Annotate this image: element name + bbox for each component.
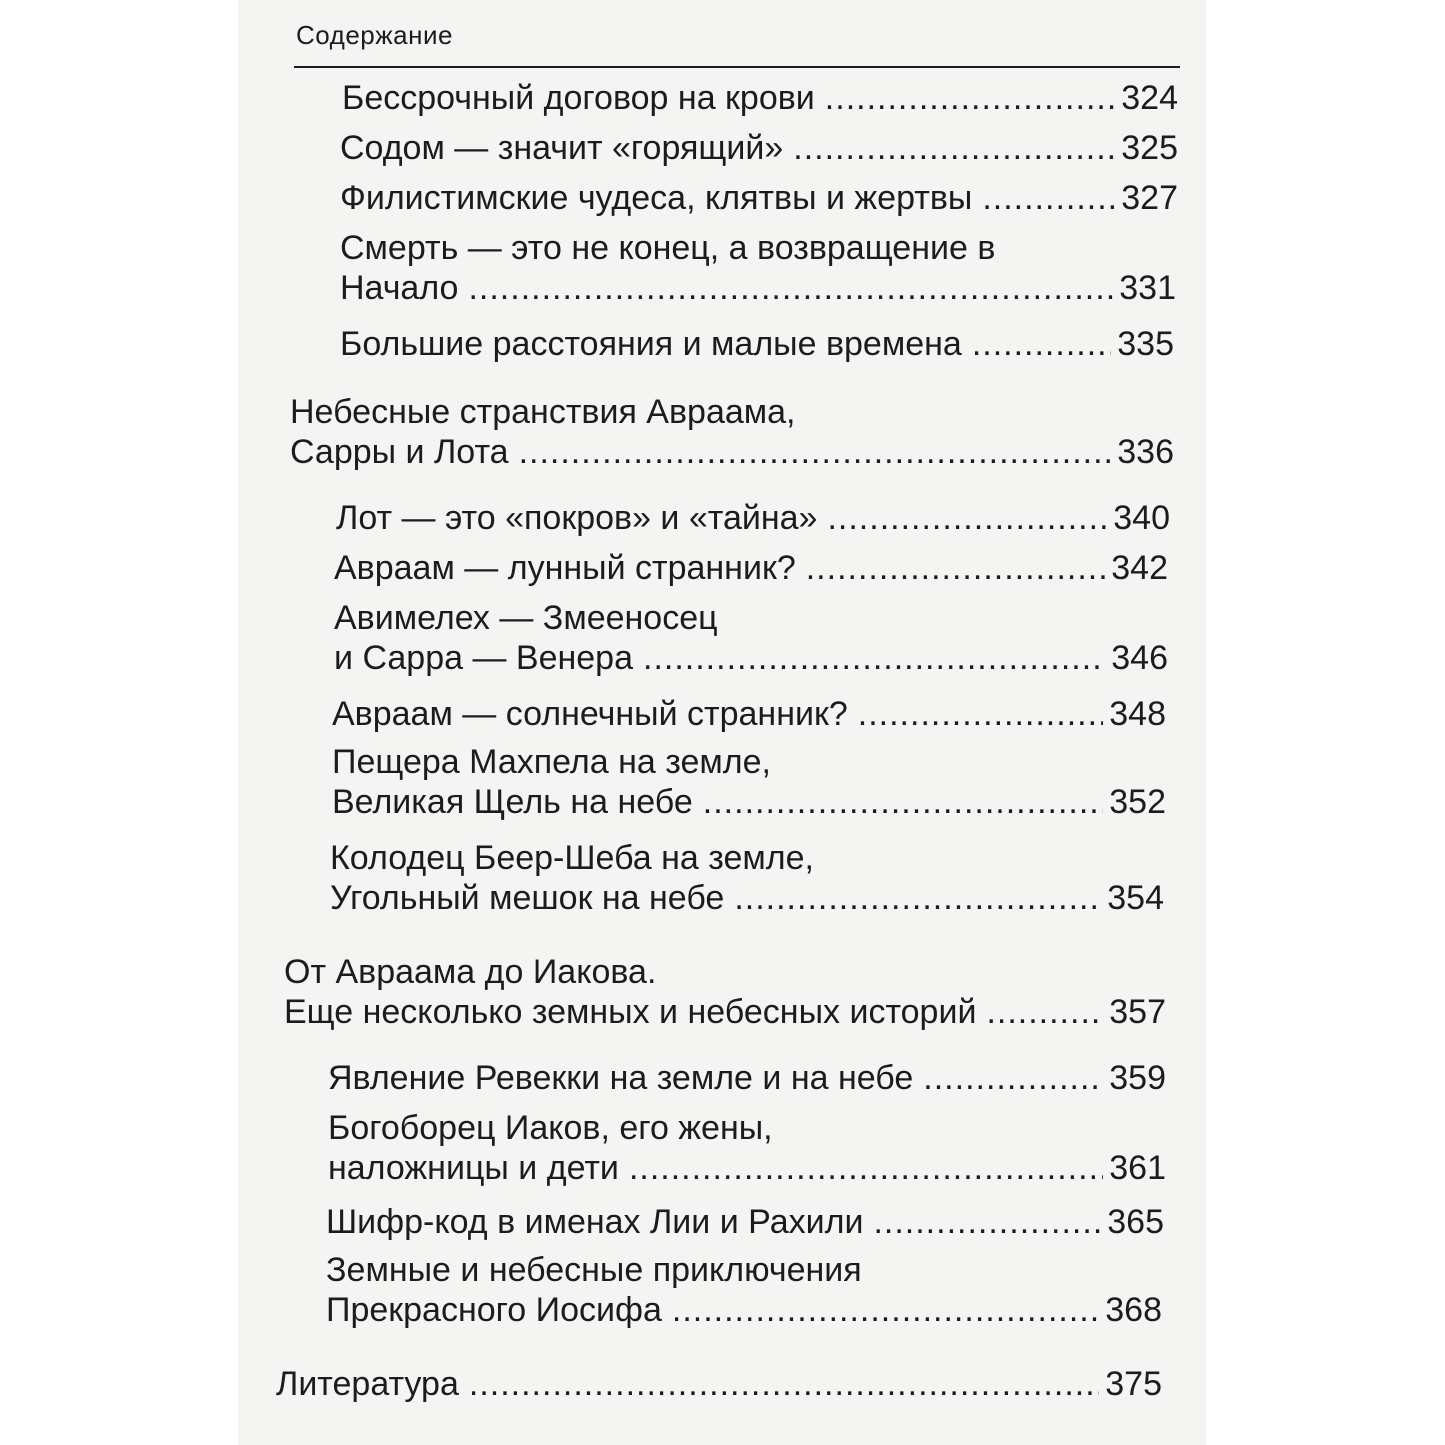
toc-page-number: 348 <box>1109 695 1166 733</box>
toc-entry-line <box>326 1202 1164 1242</box>
toc-entry-line <box>342 78 1178 118</box>
toc-page-number: 324 <box>1121 79 1178 117</box>
toc-page-number: 335 <box>1117 325 1174 363</box>
toc-entry-title: Бессрочный договор на крови <box>342 79 815 117</box>
toc-entry-line <box>340 324 1174 364</box>
toc-page-number: 331 <box>1119 269 1176 307</box>
toc-entry-line <box>276 1364 1162 1404</box>
toc-entry-line <box>340 228 1176 268</box>
toc-entry-line <box>330 838 1164 878</box>
toc-page-number: 357 <box>1109 993 1166 1031</box>
toc-entry <box>332 694 1166 734</box>
toc-entry <box>340 128 1178 168</box>
toc-leader-dots <box>972 324 1111 364</box>
toc-entry <box>340 324 1174 364</box>
running-head: Содержание <box>296 20 453 50</box>
toc-entry-line <box>284 952 1166 992</box>
toc-entry-title: Пещера Махпела на земле, <box>332 743 771 781</box>
toc-entry-title: Авраам — солнечный странник? <box>332 695 848 733</box>
toc-page-number: 354 <box>1107 879 1164 917</box>
toc-leader-dots <box>734 878 1101 918</box>
toc-entry <box>330 838 1164 918</box>
toc-entry-title: Филистимские чудеса, клятвы и жертвы <box>340 179 973 217</box>
toc-leader-dots <box>469 1364 1099 1404</box>
toc-entry <box>336 498 1170 538</box>
toc-entry-title: Великая Щель на небе <box>332 783 693 821</box>
toc-leader-dots <box>923 1058 1103 1098</box>
toc-entry <box>342 78 1178 118</box>
toc-page-number: 365 <box>1107 1203 1164 1241</box>
toc-entry-title: Прекрасного Иосифа <box>326 1291 662 1329</box>
toc-entry-title: Угольный мешок на небе <box>330 879 725 917</box>
toc-entry <box>276 1364 1162 1404</box>
toc-entry-line <box>334 598 1168 638</box>
toc-page-number: 325 <box>1121 129 1178 167</box>
toc-entry-title: Явление Ревекки на земле и на небе <box>328 1059 914 1097</box>
toc-entry-title: Начало <box>340 269 459 307</box>
toc-entry-line <box>326 1290 1162 1330</box>
toc-page-number: 352 <box>1109 783 1166 821</box>
toc-entry-title: Еще несколько земных и небесных историй <box>284 993 977 1031</box>
toc-leader-dots <box>986 992 1103 1032</box>
toc-page-number: 359 <box>1109 1059 1166 1097</box>
toc-entry-line <box>340 268 1176 308</box>
toc-leader-dots <box>468 268 1113 308</box>
toc-leader-dots <box>793 128 1115 168</box>
toc-entry-title: Смерть — это не конец, а возвращение в <box>340 229 996 267</box>
toc-entry <box>326 1250 1162 1330</box>
toc-leader-dots <box>858 694 1104 734</box>
toc-entry-line <box>332 742 1166 782</box>
toc-entry-line <box>332 694 1166 734</box>
toc-page-number: 346 <box>1111 639 1168 677</box>
toc-entry-line <box>340 178 1178 218</box>
toc-entry-line <box>336 498 1170 538</box>
toc-page-number: 336 <box>1117 433 1174 471</box>
toc-entry-title: Лот — это «покров» и «тайна» <box>336 499 818 537</box>
toc-leader-dots <box>982 178 1115 218</box>
toc-entry-title: и Сарра — Венера <box>334 639 633 677</box>
toc-entry <box>290 392 1174 472</box>
toc-entry-title: Земные и небесные приключения <box>326 1251 862 1289</box>
toc-entry-title: Сарры и Лота <box>290 433 509 471</box>
toc-page-number: 327 <box>1121 179 1178 217</box>
toc-entry-title: Шифр-код в именах Лии и Рахили <box>326 1203 864 1241</box>
toc-entry-line <box>326 1250 1162 1290</box>
toc-entry-line <box>290 392 1174 432</box>
toc-entry-line <box>328 1108 1166 1148</box>
toc-leader-dots <box>873 1202 1101 1242</box>
toc-entry-line <box>284 992 1166 1032</box>
toc-entry-line <box>334 548 1168 588</box>
toc-leader-dots <box>827 498 1107 538</box>
toc-page-number: 375 <box>1105 1365 1162 1403</box>
toc-entry-line <box>328 1148 1166 1188</box>
toc-entry-line <box>330 878 1164 918</box>
toc-entry-line <box>332 782 1166 822</box>
toc-entry-title: Литература <box>276 1365 459 1403</box>
toc-leader-dots <box>672 1290 1099 1330</box>
toc-entry <box>332 742 1166 822</box>
toc-leader-dots <box>519 432 1112 472</box>
toc-entry <box>326 1202 1164 1242</box>
toc-page-number: 340 <box>1113 499 1170 537</box>
toc-entry-line <box>290 432 1174 472</box>
toc-entry <box>340 228 1176 308</box>
toc-page-number: 368 <box>1105 1291 1162 1329</box>
toc-entry <box>284 952 1166 1032</box>
header-rule <box>294 66 1180 68</box>
toc-leader-dots <box>629 1148 1103 1188</box>
toc-page-number: 361 <box>1109 1149 1166 1187</box>
book-page <box>238 0 1206 1445</box>
toc-entry-title: Большие расстояния и малые времена <box>340 325 962 363</box>
toc-leader-dots <box>643 638 1105 678</box>
toc-entry-title: Богоборец Иаков, его жены, <box>328 1109 773 1147</box>
toc-entry-line <box>334 638 1168 678</box>
toc-leader-dots <box>806 548 1106 588</box>
toc-entry-title: От Авраама до Иакова. <box>284 953 657 991</box>
toc-entry <box>328 1058 1166 1098</box>
toc-entry-title: Авимелех — Змееносец <box>334 599 718 637</box>
toc-entry <box>340 178 1178 218</box>
toc-entry-title: Авраам — лунный странник? <box>334 549 796 587</box>
toc-entry-title: Колодец Беер-Шеба на земле, <box>330 839 814 877</box>
toc-entry-line <box>340 128 1178 168</box>
toc-entry-title: Содом — значит «горящий» <box>340 129 784 167</box>
toc-entry-line <box>328 1058 1166 1098</box>
toc-entry <box>328 1108 1166 1188</box>
toc-page-number: 342 <box>1111 549 1168 587</box>
toc-leader-dots <box>825 78 1115 118</box>
toc-entry-title: Небесные странствия Авраама, <box>290 393 796 431</box>
toc-leader-dots <box>703 782 1103 822</box>
toc-entry <box>334 598 1168 678</box>
toc-entry-title: наложницы и дети <box>328 1149 619 1187</box>
toc-entry <box>334 548 1168 588</box>
